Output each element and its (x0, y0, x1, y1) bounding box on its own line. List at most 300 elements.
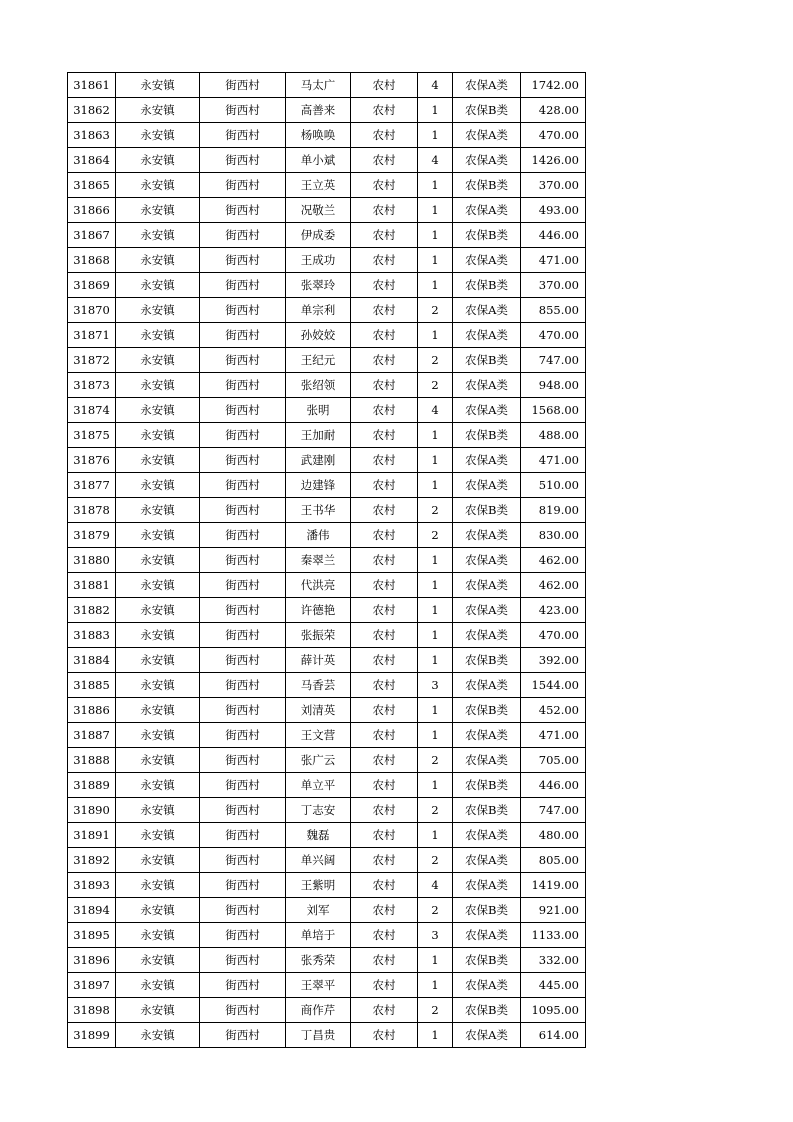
household-type-cell: 农村 (351, 448, 418, 473)
name-cell: 商作芹 (286, 998, 351, 1023)
member-count-cell: 1 (418, 473, 453, 498)
serial-number-cell: 31877 (68, 473, 116, 498)
amount-cell: 423.00 (521, 598, 586, 623)
household-type-cell: 农村 (351, 523, 418, 548)
town-cell: 永安镇 (116, 73, 200, 98)
serial-number-cell: 31890 (68, 798, 116, 823)
category-cell: 农保A类 (453, 398, 521, 423)
village-cell: 街西村 (200, 173, 286, 198)
household-type-cell: 农村 (351, 173, 418, 198)
amount-cell: 1419.00 (521, 873, 586, 898)
village-cell: 街西村 (200, 598, 286, 623)
amount-cell: 705.00 (521, 748, 586, 773)
village-cell: 街西村 (200, 473, 286, 498)
village-cell: 街西村 (200, 323, 286, 348)
village-cell: 街西村 (200, 973, 286, 998)
name-cell: 许德艳 (286, 598, 351, 623)
member-count-cell: 1 (418, 123, 453, 148)
serial-number-cell: 31869 (68, 273, 116, 298)
table-row (68, 873, 586, 898)
category-cell: 农保A类 (453, 448, 521, 473)
household-type-cell: 农村 (351, 1023, 418, 1048)
amount-cell: 370.00 (521, 173, 586, 198)
member-count-cell: 1 (418, 273, 453, 298)
household-type-cell: 农村 (351, 273, 418, 298)
member-count-cell: 1 (418, 573, 453, 598)
category-cell: 农保A类 (453, 248, 521, 273)
serial-number-cell: 31878 (68, 498, 116, 523)
town-cell: 永安镇 (116, 748, 200, 773)
name-cell: 王书华 (286, 498, 351, 523)
member-count-cell: 4 (418, 873, 453, 898)
member-count-cell: 1 (418, 948, 453, 973)
village-cell: 街西村 (200, 498, 286, 523)
name-cell: 单小斌 (286, 148, 351, 173)
category-cell: 农保A类 (453, 473, 521, 498)
village-cell: 街西村 (200, 723, 286, 748)
village-cell: 街西村 (200, 98, 286, 123)
town-cell: 永安镇 (116, 473, 200, 498)
household-type-cell: 农村 (351, 873, 418, 898)
serial-number-cell: 31888 (68, 748, 116, 773)
table-row (68, 523, 586, 548)
serial-number-cell: 31885 (68, 673, 116, 698)
town-cell: 永安镇 (116, 773, 200, 798)
member-count-cell: 1 (418, 548, 453, 573)
name-cell: 单立平 (286, 773, 351, 798)
amount-cell: 747.00 (521, 348, 586, 373)
village-cell: 街西村 (200, 1023, 286, 1048)
name-cell: 王紫明 (286, 873, 351, 898)
table-row (68, 223, 586, 248)
name-cell: 王加耐 (286, 423, 351, 448)
amount-cell: 480.00 (521, 823, 586, 848)
table-row (68, 273, 586, 298)
table-row (68, 748, 586, 773)
household-type-cell: 农村 (351, 773, 418, 798)
village-cell: 街西村 (200, 273, 286, 298)
name-cell: 张绍领 (286, 373, 351, 398)
village-cell: 街西村 (200, 448, 286, 473)
category-cell: 农保A类 (453, 673, 521, 698)
town-cell: 永安镇 (116, 873, 200, 898)
member-count-cell: 2 (418, 748, 453, 773)
member-count-cell: 3 (418, 673, 453, 698)
town-cell: 永安镇 (116, 573, 200, 598)
village-cell: 街西村 (200, 398, 286, 423)
amount-cell: 471.00 (521, 723, 586, 748)
table-row (68, 298, 586, 323)
household-type-cell: 农村 (351, 348, 418, 373)
household-type-cell: 农村 (351, 223, 418, 248)
category-cell: 农保B类 (453, 348, 521, 373)
serial-number-cell: 31893 (68, 873, 116, 898)
town-cell: 永安镇 (116, 223, 200, 248)
member-count-cell: 2 (418, 373, 453, 398)
village-cell: 街西村 (200, 948, 286, 973)
name-cell: 刘清英 (286, 698, 351, 723)
category-cell: 农保B类 (453, 98, 521, 123)
serial-number-cell: 31899 (68, 1023, 116, 1048)
serial-number-cell: 31884 (68, 648, 116, 673)
amount-cell: 493.00 (521, 198, 586, 223)
amount-cell: 428.00 (521, 98, 586, 123)
table-row (68, 948, 586, 973)
table-row (68, 898, 586, 923)
serial-number-cell: 31896 (68, 948, 116, 973)
name-cell: 杨唤唤 (286, 123, 351, 148)
member-count-cell: 1 (418, 823, 453, 848)
town-cell: 永安镇 (116, 373, 200, 398)
name-cell: 边建锋 (286, 473, 351, 498)
member-count-cell: 2 (418, 523, 453, 548)
table-row (68, 848, 586, 873)
category-cell: 农保A类 (453, 1023, 521, 1048)
serial-number-cell: 31897 (68, 973, 116, 998)
table-row (68, 998, 586, 1023)
category-cell: 农保B类 (453, 798, 521, 823)
member-count-cell: 2 (418, 798, 453, 823)
village-cell: 街西村 (200, 198, 286, 223)
town-cell: 永安镇 (116, 348, 200, 373)
household-type-cell: 农村 (351, 248, 418, 273)
member-count-cell: 2 (418, 298, 453, 323)
town-cell: 永安镇 (116, 148, 200, 173)
town-cell: 永安镇 (116, 548, 200, 573)
member-count-cell: 1 (418, 423, 453, 448)
amount-cell: 747.00 (521, 798, 586, 823)
table-row (68, 673, 586, 698)
town-cell: 永安镇 (116, 173, 200, 198)
village-cell: 街西村 (200, 648, 286, 673)
household-type-cell: 农村 (351, 798, 418, 823)
village-cell: 街西村 (200, 523, 286, 548)
village-cell: 街西村 (200, 223, 286, 248)
village-cell: 街西村 (200, 773, 286, 798)
category-cell: 农保A类 (453, 973, 521, 998)
member-count-cell: 1 (418, 623, 453, 648)
amount-cell: 462.00 (521, 548, 586, 573)
town-cell: 永安镇 (116, 923, 200, 948)
household-type-cell: 农村 (351, 373, 418, 398)
category-cell: 农保A类 (453, 198, 521, 223)
category-cell: 农保B类 (453, 773, 521, 798)
household-type-cell: 农村 (351, 73, 418, 98)
town-cell: 永安镇 (116, 323, 200, 348)
member-count-cell: 4 (418, 148, 453, 173)
table-row (68, 423, 586, 448)
table-row (68, 498, 586, 523)
amount-cell: 1568.00 (521, 398, 586, 423)
amount-cell: 445.00 (521, 973, 586, 998)
name-cell: 秦翠兰 (286, 548, 351, 573)
member-count-cell: 1 (418, 973, 453, 998)
serial-number-cell: 31895 (68, 923, 116, 948)
name-cell: 张明 (286, 398, 351, 423)
serial-number-cell: 31894 (68, 898, 116, 923)
household-type-cell: 农村 (351, 998, 418, 1023)
household-type-cell: 农村 (351, 973, 418, 998)
amount-cell: 819.00 (521, 498, 586, 523)
village-cell: 街西村 (200, 998, 286, 1023)
name-cell: 单培于 (286, 923, 351, 948)
household-type-cell: 农村 (351, 948, 418, 973)
table-row (68, 248, 586, 273)
member-count-cell: 1 (418, 773, 453, 798)
table-row (68, 773, 586, 798)
serial-number-cell: 31873 (68, 373, 116, 398)
name-cell: 王翠平 (286, 973, 351, 998)
name-cell: 况敬兰 (286, 198, 351, 223)
member-count-cell: 1 (418, 723, 453, 748)
serial-number-cell: 31898 (68, 998, 116, 1023)
name-cell: 张振荣 (286, 623, 351, 648)
table-row (68, 798, 586, 823)
village-cell: 街西村 (200, 373, 286, 398)
category-cell: 农保A类 (453, 598, 521, 623)
amount-cell: 614.00 (521, 1023, 586, 1048)
name-cell: 张翠玲 (286, 273, 351, 298)
member-count-cell: 1 (418, 648, 453, 673)
category-cell: 农保A类 (453, 573, 521, 598)
member-count-cell: 2 (418, 348, 453, 373)
name-cell: 潘伟 (286, 523, 351, 548)
town-cell: 永安镇 (116, 123, 200, 148)
name-cell: 单宗利 (286, 298, 351, 323)
category-cell: 农保A类 (453, 298, 521, 323)
table-row (68, 373, 586, 398)
village-cell: 街西村 (200, 148, 286, 173)
category-cell: 农保A类 (453, 848, 521, 873)
category-cell: 农保B类 (453, 223, 521, 248)
name-cell: 魏磊 (286, 823, 351, 848)
serial-number-cell: 31863 (68, 123, 116, 148)
serial-number-cell: 31862 (68, 98, 116, 123)
name-cell: 王立英 (286, 173, 351, 198)
member-count-cell: 1 (418, 198, 453, 223)
serial-number-cell: 31883 (68, 623, 116, 648)
town-cell: 永安镇 (116, 298, 200, 323)
category-cell: 农保A类 (453, 723, 521, 748)
village-cell: 街西村 (200, 623, 286, 648)
household-type-cell: 农村 (351, 548, 418, 573)
amount-cell: 1426.00 (521, 148, 586, 173)
data-table (67, 72, 586, 1048)
member-count-cell: 1 (418, 323, 453, 348)
village-cell: 街西村 (200, 698, 286, 723)
name-cell: 代洪亮 (286, 573, 351, 598)
town-cell: 永安镇 (116, 948, 200, 973)
household-type-cell: 农村 (351, 398, 418, 423)
town-cell: 永安镇 (116, 523, 200, 548)
serial-number-cell: 31866 (68, 198, 116, 223)
name-cell: 丁昌贵 (286, 1023, 351, 1048)
serial-number-cell: 31875 (68, 423, 116, 448)
member-count-cell: 2 (418, 898, 453, 923)
member-count-cell: 3 (418, 923, 453, 948)
category-cell: 农保A类 (453, 148, 521, 173)
table-row (68, 973, 586, 998)
serial-number-cell: 31876 (68, 448, 116, 473)
member-count-cell: 1 (418, 698, 453, 723)
amount-cell: 805.00 (521, 848, 586, 873)
village-cell: 街西村 (200, 348, 286, 373)
amount-cell: 470.00 (521, 323, 586, 348)
category-cell: 农保B类 (453, 498, 521, 523)
household-type-cell: 农村 (351, 748, 418, 773)
village-cell: 街西村 (200, 423, 286, 448)
table-row (68, 123, 586, 148)
town-cell: 永安镇 (116, 198, 200, 223)
category-cell: 农保A类 (453, 548, 521, 573)
serial-number-cell: 31891 (68, 823, 116, 848)
household-type-cell: 农村 (351, 323, 418, 348)
town-cell: 永安镇 (116, 623, 200, 648)
member-count-cell: 1 (418, 173, 453, 198)
serial-number-cell: 31872 (68, 348, 116, 373)
household-type-cell: 农村 (351, 423, 418, 448)
member-count-cell: 4 (418, 398, 453, 423)
household-type-cell: 农村 (351, 573, 418, 598)
name-cell: 高善来 (286, 98, 351, 123)
name-cell: 丁志安 (286, 798, 351, 823)
category-cell: 农保A类 (453, 823, 521, 848)
amount-cell: 855.00 (521, 298, 586, 323)
amount-cell: 471.00 (521, 248, 586, 273)
category-cell: 农保B类 (453, 948, 521, 973)
village-cell: 街西村 (200, 298, 286, 323)
amount-cell: 1133.00 (521, 923, 586, 948)
serial-number-cell: 31889 (68, 773, 116, 798)
table-row (68, 448, 586, 473)
table-row (68, 198, 586, 223)
member-count-cell: 1 (418, 223, 453, 248)
table-row (68, 73, 586, 98)
amount-cell: 470.00 (521, 123, 586, 148)
amount-cell: 921.00 (521, 898, 586, 923)
town-cell: 永安镇 (116, 698, 200, 723)
member-count-cell: 4 (418, 73, 453, 98)
table-row (68, 623, 586, 648)
name-cell: 张广云 (286, 748, 351, 773)
amount-cell: 446.00 (521, 223, 586, 248)
name-cell: 张秀荣 (286, 948, 351, 973)
category-cell: 农保A类 (453, 873, 521, 898)
household-type-cell: 农村 (351, 823, 418, 848)
member-count-cell: 1 (418, 248, 453, 273)
village-cell: 街西村 (200, 548, 286, 573)
village-cell: 街西村 (200, 248, 286, 273)
town-cell: 永安镇 (116, 823, 200, 848)
village-cell: 街西村 (200, 573, 286, 598)
serial-number-cell: 31864 (68, 148, 116, 173)
amount-cell: 392.00 (521, 648, 586, 673)
table-row (68, 173, 586, 198)
member-count-cell: 1 (418, 1023, 453, 1048)
name-cell: 薛计英 (286, 648, 351, 673)
name-cell: 马香芸 (286, 673, 351, 698)
amount-cell: 948.00 (521, 373, 586, 398)
village-cell: 街西村 (200, 123, 286, 148)
serial-number-cell: 31882 (68, 598, 116, 623)
member-count-cell: 2 (418, 498, 453, 523)
household-type-cell: 农村 (351, 598, 418, 623)
town-cell: 永安镇 (116, 648, 200, 673)
town-cell: 永安镇 (116, 998, 200, 1023)
town-cell: 永安镇 (116, 898, 200, 923)
household-type-cell: 农村 (351, 898, 418, 923)
amount-cell: 446.00 (521, 773, 586, 798)
category-cell: 农保B类 (453, 273, 521, 298)
table-row (68, 398, 586, 423)
member-count-cell: 1 (418, 98, 453, 123)
table-row (68, 148, 586, 173)
name-cell: 武建刚 (286, 448, 351, 473)
village-cell: 街西村 (200, 73, 286, 98)
household-type-cell: 农村 (351, 198, 418, 223)
amount-cell: 1742.00 (521, 73, 586, 98)
serial-number-cell: 31886 (68, 698, 116, 723)
village-cell: 街西村 (200, 798, 286, 823)
household-type-cell: 农村 (351, 623, 418, 648)
serial-number-cell: 31879 (68, 523, 116, 548)
household-type-cell: 农村 (351, 498, 418, 523)
town-cell: 永安镇 (116, 848, 200, 873)
member-count-cell: 1 (418, 598, 453, 623)
name-cell: 单兴阔 (286, 848, 351, 873)
household-type-cell: 农村 (351, 148, 418, 173)
household-type-cell: 农村 (351, 98, 418, 123)
town-cell: 永安镇 (116, 273, 200, 298)
category-cell: 农保B类 (453, 173, 521, 198)
town-cell: 永安镇 (116, 423, 200, 448)
amount-cell: 510.00 (521, 473, 586, 498)
table-row (68, 723, 586, 748)
category-cell: 农保B类 (453, 898, 521, 923)
table-row (68, 598, 586, 623)
table-row (68, 923, 586, 948)
household-type-cell: 农村 (351, 923, 418, 948)
serial-number-cell: 31867 (68, 223, 116, 248)
category-cell: 农保B类 (453, 998, 521, 1023)
name-cell: 伊成委 (286, 223, 351, 248)
serial-number-cell: 31861 (68, 73, 116, 98)
village-cell: 街西村 (200, 823, 286, 848)
household-type-cell: 农村 (351, 698, 418, 723)
name-cell: 马太广 (286, 73, 351, 98)
name-cell: 刘军 (286, 898, 351, 923)
table-row (68, 98, 586, 123)
serial-number-cell: 31874 (68, 398, 116, 423)
table-row (68, 823, 586, 848)
amount-cell: 1544.00 (521, 673, 586, 698)
amount-cell: 470.00 (521, 623, 586, 648)
serial-number-cell: 31871 (68, 323, 116, 348)
amount-cell: 488.00 (521, 423, 586, 448)
category-cell: 农保A类 (453, 523, 521, 548)
amount-cell: 452.00 (521, 698, 586, 723)
amount-cell: 462.00 (521, 573, 586, 598)
household-type-cell: 农村 (351, 648, 418, 673)
town-cell: 永安镇 (116, 1023, 200, 1048)
town-cell: 永安镇 (116, 398, 200, 423)
household-type-cell: 农村 (351, 673, 418, 698)
table-row (68, 323, 586, 348)
table-row (68, 473, 586, 498)
name-cell: 王成功 (286, 248, 351, 273)
serial-number-cell: 31865 (68, 173, 116, 198)
table-body (68, 73, 586, 1048)
